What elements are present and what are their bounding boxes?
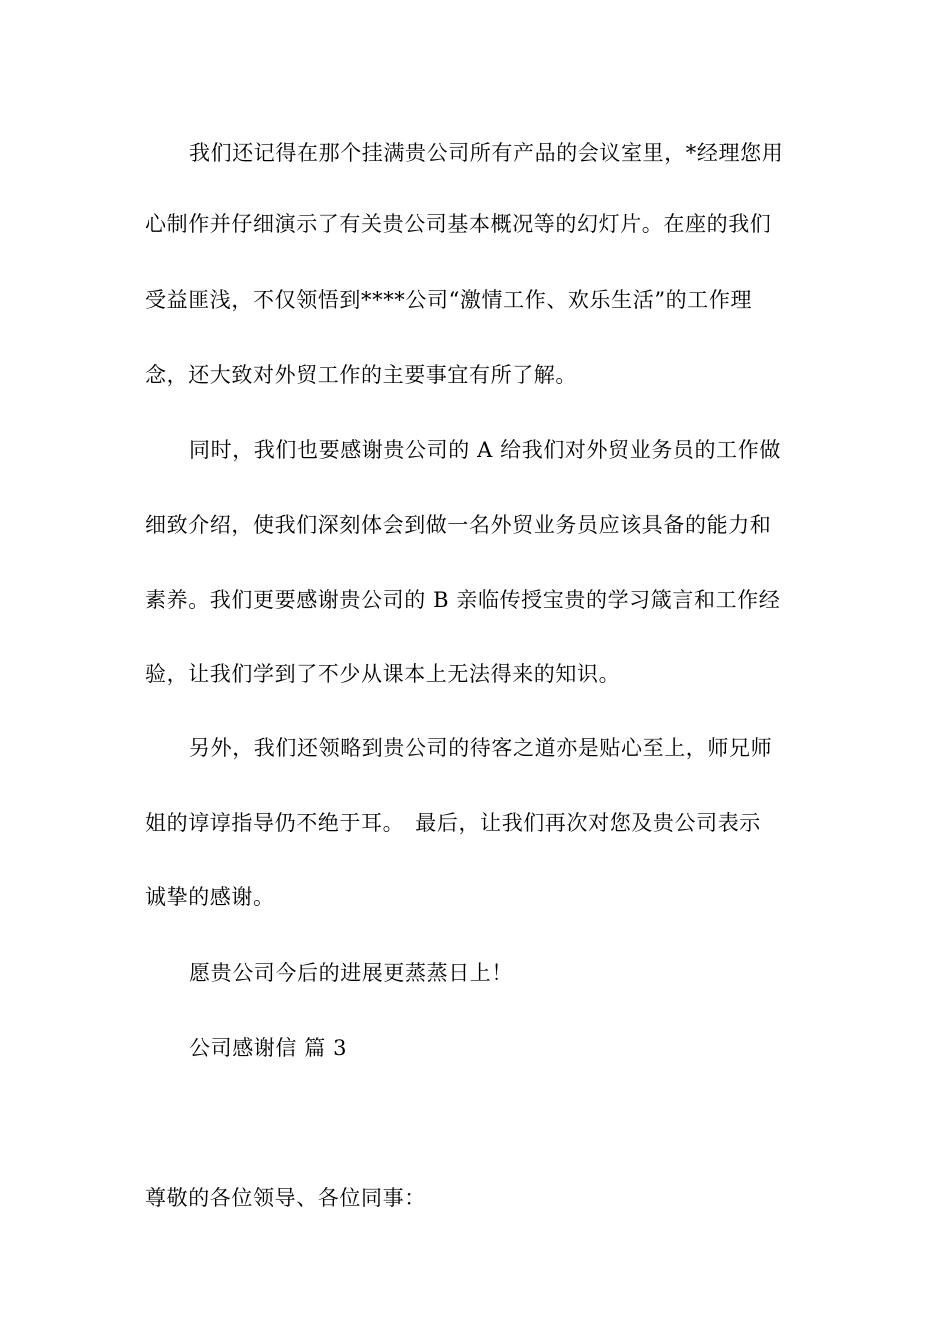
section-heading: 公司感谢信 篇 3: [189, 1036, 348, 1060]
paragraph-1-line-3: 受益匪浅，不仅领悟到****公司“激情工作、欢乐生活”的工作理: [145, 288, 753, 312]
closing-wish: 愿贵公司今后的进展更蒸蒸日上！: [189, 961, 513, 985]
paragraph-3-line-2: 姐的谆谆指导仍不绝于耳。 最后，让我们再次对您及贵公司表示: [145, 811, 761, 835]
paragraph-2-line-3: 素养。我们更要感谢贵公司的 B 亲临传授宝贵的学习箴言和工作经: [145, 588, 781, 612]
paragraph-2-line-2: 细致介绍，使我们深刻体会到做一名外贸业务员应该具备的能力和: [145, 513, 772, 537]
paragraph-1-line-1: 我们还记得在那个挂满贵公司所有产品的会议室里，*经理您用: [189, 141, 784, 165]
paragraph-3-line-1: 另外，我们还领略到贵公司的待客之道亦是贴心至上，师兄师: [189, 736, 773, 760]
salutation: 尊敬的各位领导、各位同事：: [145, 1186, 426, 1210]
paragraph-1-line-4: 念，还大致对外贸工作的主要事宜有所了解。: [145, 363, 577, 387]
paragraph-2-line-1: 同时，我们也要感谢贵公司的 A 给我们对外贸业务员的工作做: [189, 438, 781, 462]
paragraph-2-line-4: 验，让我们学到了不少从课本上无法得来的知识。: [145, 662, 621, 686]
paragraph-3-line-3: 诚挚的感谢。: [145, 885, 275, 909]
paragraph-1-line-2: 心制作并仔细演示了有关贵公司基本概况等的幻灯片。在座的我们: [145, 212, 772, 236]
